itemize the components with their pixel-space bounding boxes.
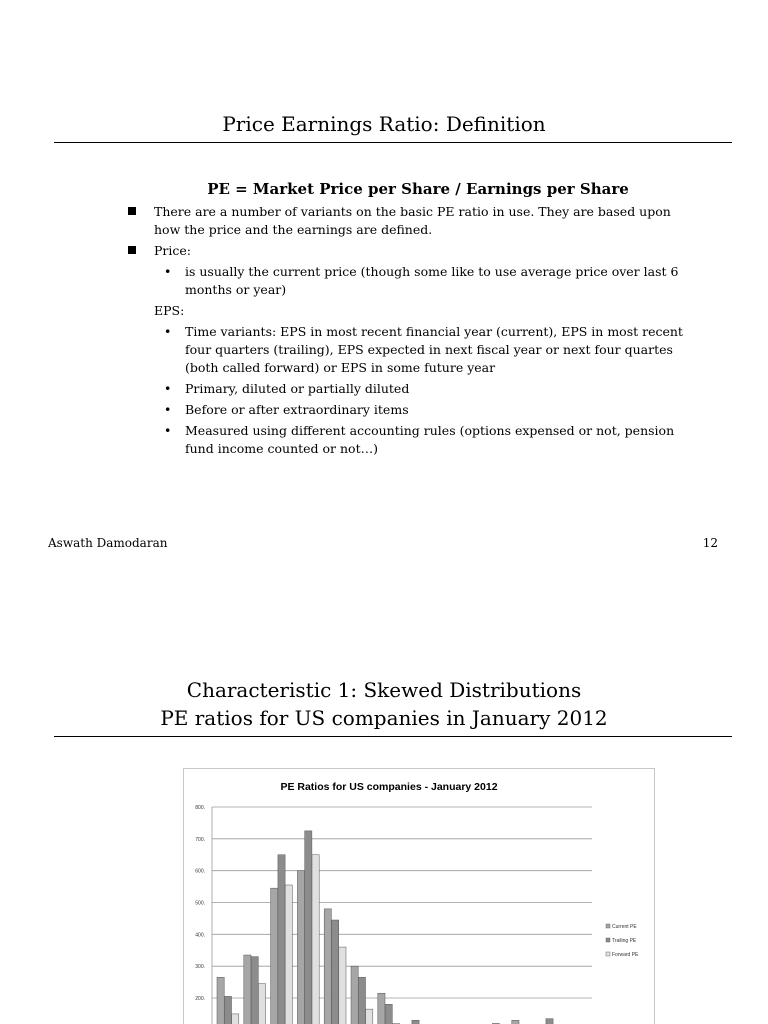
round-bullet-icon: • (164, 264, 172, 279)
bar-forward-pe (312, 855, 319, 1024)
list-item (128, 263, 698, 299)
y-tick-label: 400. (195, 932, 205, 939)
bar-current-pe (217, 977, 224, 1024)
bar-current-pe (297, 871, 304, 1024)
y-tick-label: 500. (195, 900, 205, 907)
bar-trailing-pe (305, 831, 312, 1024)
bar-trailing-pe (546, 1019, 553, 1024)
list-item (128, 242, 698, 260)
bar-forward-pe (285, 885, 292, 1024)
y-tick-label: 300. (195, 964, 205, 971)
footer-page-number: 12 (702, 536, 718, 550)
slide-body (128, 203, 698, 461)
bar-forward-pe (258, 984, 265, 1024)
bar-current-pe (512, 1020, 519, 1024)
bar-current-pe (324, 909, 331, 1024)
legend-label: Current PE (612, 924, 637, 930)
title-divider (54, 736, 732, 737)
bullet-text-variants: There are a number of variants on the basic PE ratio in use. They are based upon how the price and the earnings are defined. (154, 204, 671, 237)
legend-label: Trailing PE (612, 938, 637, 944)
bar-trailing-pe (278, 855, 285, 1024)
pe-formula: PE = Market Price per Share / Earnings per Share (207, 180, 629, 198)
sub-bullet-text: is usually the current price (though some like to use average price over last 6 months or year) (185, 264, 679, 297)
footer-author: Aswath Damodaran (48, 536, 168, 550)
bar-current-pe (378, 993, 385, 1024)
round-bullet-icon: • (164, 423, 172, 438)
pe-ratio-chart (183, 768, 655, 1024)
y-tick-label: 700. (195, 836, 205, 843)
bar-trailing-pe (412, 1020, 419, 1024)
sub-bullet-text: Measured using different accounting rules (options expensed or not, pension fund income counted or not…) (185, 423, 675, 456)
y-tick-label: 200. (195, 996, 205, 1002)
title-divider (54, 142, 732, 143)
round-bullet-icon: • (164, 402, 172, 417)
bar-trailing-pe (251, 957, 258, 1024)
bar-trailing-pe (358, 977, 365, 1024)
bar-forward-pe (366, 1009, 373, 1024)
bullet-text-price: Price: (154, 243, 191, 258)
list-item (128, 401, 698, 419)
list-item (128, 323, 698, 377)
list-item (128, 203, 698, 239)
slide-title-line: Characteristic 1: Skewed Distributions (186, 678, 582, 702)
slide-title (0, 676, 768, 732)
bar-current-pe (271, 888, 278, 1024)
bar-forward-pe (232, 1014, 239, 1024)
y-tick-label: 600. (195, 868, 205, 875)
bar-forward-pe (339, 947, 346, 1024)
legend-swatch (606, 952, 610, 956)
chart-title: PE Ratios for US companies - January 2012 (280, 781, 498, 793)
legend-label: Forward PE (612, 952, 639, 958)
slide-subtitle-line: PE ratios for US companies in January 2012 (160, 706, 608, 730)
list-item (128, 422, 698, 458)
square-bullet-icon (128, 207, 136, 215)
square-bullet-icon (128, 246, 136, 254)
legend-swatch (606, 924, 610, 928)
list-item (128, 380, 698, 398)
bar-trailing-pe (385, 1004, 392, 1024)
chart-canvas (184, 769, 654, 1024)
bar-trailing-pe (224, 996, 231, 1024)
sub-bullet-text: Primary, diluted or partially diluted (185, 381, 410, 396)
round-bullet-icon: • (164, 381, 172, 396)
eps-label: EPS: (154, 303, 185, 318)
y-tick-label: 800. (195, 805, 205, 811)
round-bullet-icon: • (164, 324, 172, 339)
bar-current-pe (351, 966, 358, 1024)
slide-title: Price Earnings Ratio: Definition (222, 112, 546, 136)
sub-bullet-text: Before or after extraordinary items (185, 402, 409, 417)
sub-bullet-text: Time variants: EPS in most recent financial year (current), EPS in most recent four quarters (trailing), EPS expected in next fiscal year or next four quartes (both called forward) or EPS in some future year (185, 324, 683, 375)
legend-swatch (606, 938, 610, 942)
bar-trailing-pe (332, 920, 339, 1024)
bar-current-pe (244, 955, 251, 1024)
